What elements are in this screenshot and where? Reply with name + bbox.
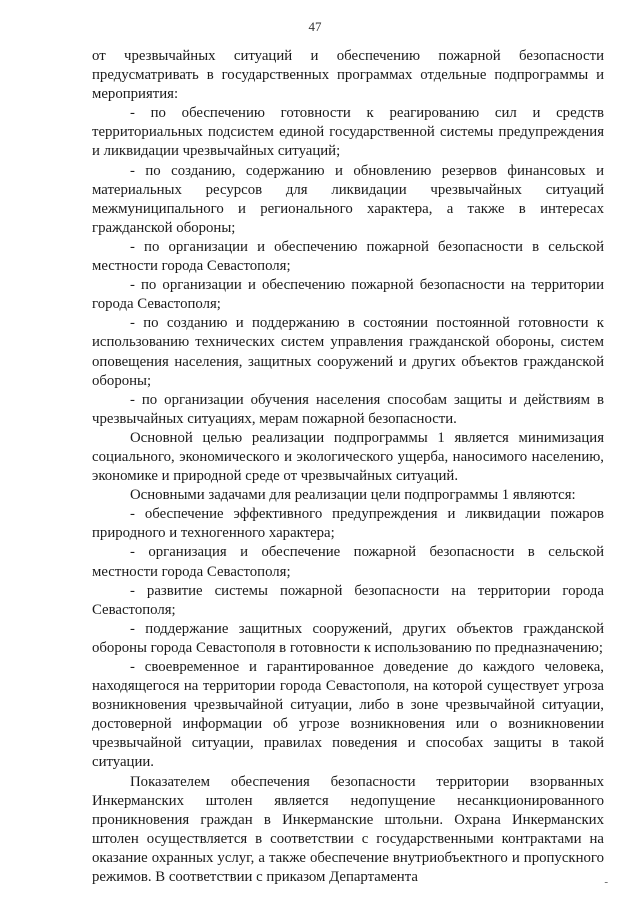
corner-mark: -: [604, 876, 608, 888]
list-item: - по организации обучения населения способам защиты и действиям в чрезвычайных ситуациях, мерам пожарной безопасности.: [92, 391, 604, 427]
list-item: - по созданию, содержанию и обновлению резервов финансовых и материальных ресурсов для ликвидации чрезвычайных ситуаций межмуниципального и регионального характера, а также в интересах гражданской обороны;: [92, 162, 604, 236]
list-item: - обеспечение эффективного предупреждения и ликвидации пожаров природного и техногенного характера;: [92, 506, 604, 542]
paragraph-indicator: Показателем обеспечения безопасности территории взорванных Инкерманских штолен является недопущение несанкционированного проникновения граждан в Инкерманские штольни. Охрана Инкерманских штолен осуществляется в соответствии с государственными контрактами на оказание охранных услуг, а также обеспечение внутриобъектного и пропускного режимов. В соответствии с приказом Департамента: [92, 773, 604, 886]
page-number: 47: [308, 19, 322, 34]
list-item: - по созданию и поддержанию в состоянии постоянной готовности к использованию технических систем управления гражданской обороны, систем оповещения населения, защитных сооружений и других объектов гражданской обороны;: [92, 315, 604, 389]
list-item: - развитие системы пожарной безопасности на территории города Севастополя;: [92, 582, 604, 618]
list-item: - своевременное и гарантированное доведение до каждого человека, находящегося на территории города Севастополя, на которой существует угроза возникновения чрезвычайной ситуации, либо в зоне чрезвычайной ситуации, достоверной информации об угрозе возникновения или о возникновении чрезвычайной ситуации, правилах поведения и способах защиты в такой ситуации.: [92, 659, 604, 771]
list-item: - поддержание защитных сооружений, других объектов гражданской обороны города Севастополя в готовности к использованию по предназначению;: [92, 620, 604, 656]
list-item: - организация и обеспечение пожарной безопасности в сельской местности города Севастополя;: [92, 544, 604, 580]
list-item: - по обеспечению готовности к реагированию сил и средств территориальных подсистем единой государственной системы предупреждения и ликвидации чрезвычайных ситуаций;: [92, 105, 604, 160]
list-item: - по организации и обеспечению пожарной безопасности в сельской местности города Севастополя;: [92, 238, 604, 275]
paragraph-goal: Основной целью реализации подпрограммы 1 является минимизация социального, экономического и экологического ущерба, наносимого населению, экономике и природной среде от чрезвычайных ситуаций.: [92, 429, 604, 485]
list-item: - по организации и обеспечению пожарной безопасности на территории города Севастополя;: [92, 277, 604, 313]
paragraph-tasks-heading: Основными задачами для реализации цели подпрограммы 1 являются:: [130, 487, 576, 504]
paragraph-intro: от чрезвычайных ситуаций и обеспечению пожарной безопасности предусматривать в государственных программах отдельные подпрограммы и мероприятия:: [92, 48, 604, 103]
document-body: [92, 47, 604, 887]
